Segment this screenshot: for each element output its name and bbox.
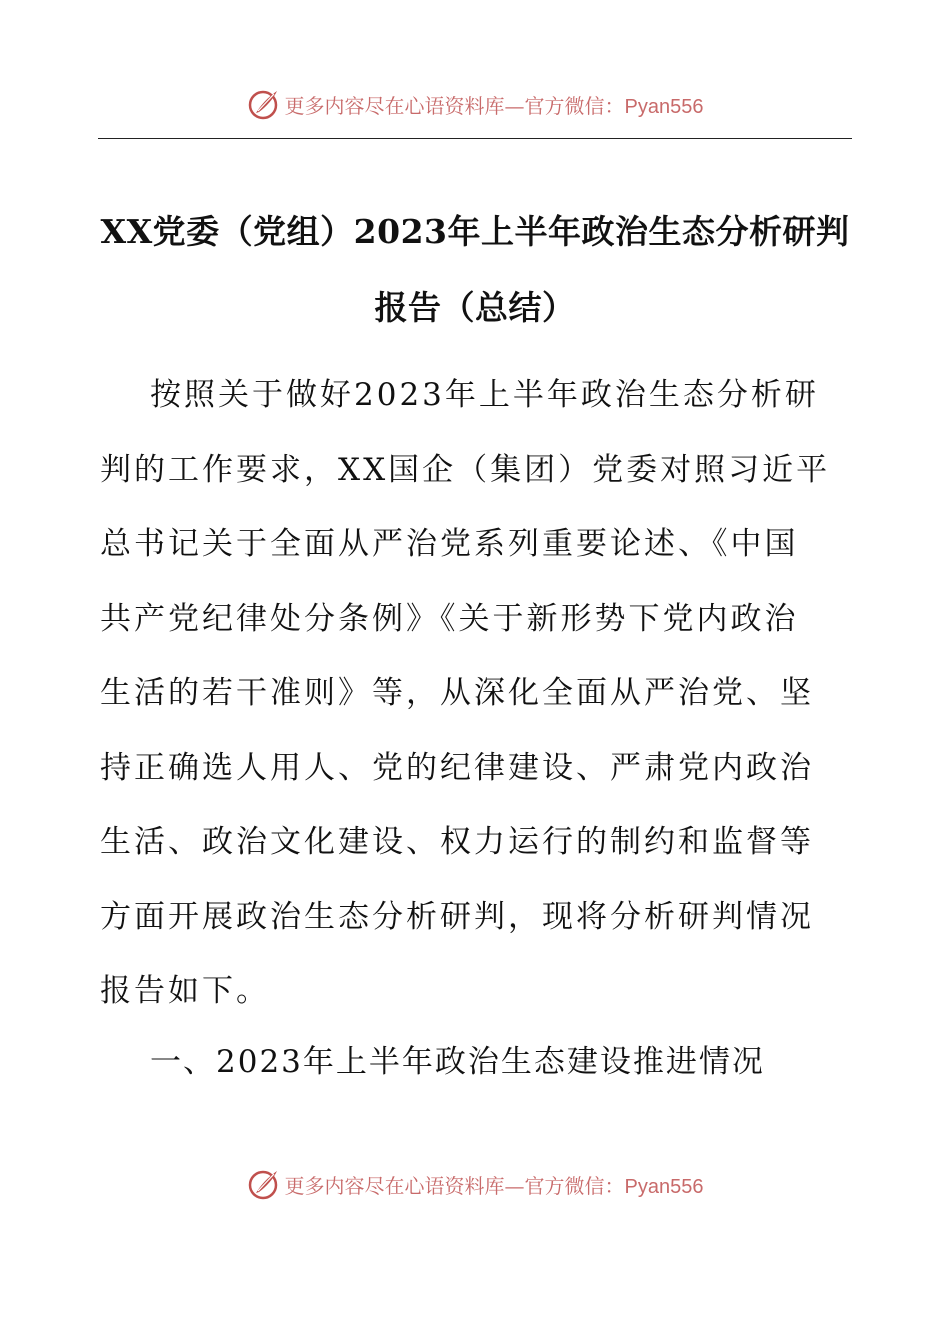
watermark-wechat-id: Pyan556 bbox=[624, 95, 704, 118]
watermark-wechat-id: Pyan556 bbox=[624, 1175, 704, 1198]
section-heading-1: 一、2023年上半年政治生态建设推进情况 bbox=[150, 1044, 765, 1080]
header-divider bbox=[98, 138, 852, 139]
paragraph-line: 生活的若干准则》等，从深化全面从严治党、坚 bbox=[100, 675, 814, 711]
document-title bbox=[98, 194, 852, 346]
quill-logo-icon bbox=[247, 1167, 281, 1201]
paragraph-line: 按照关于做好2023年上半年政治生态分析研 bbox=[150, 377, 819, 413]
watermark-text bbox=[285, 1170, 704, 1199]
paragraph-line: 总书记关于全面从严治党系列重要论述、《中国 bbox=[100, 526, 799, 562]
watermark-caption: 更多内容尽在心语资料库—官方微信： bbox=[284, 1173, 625, 1198]
watermark-text bbox=[285, 90, 704, 119]
paragraph-line: 方面开展政治生态分析研判，现将分析研判情况 bbox=[100, 898, 814, 935]
paragraph-line: 生活、政治文化建设、权力运行的制约和监督等 bbox=[100, 824, 814, 860]
quill-logo-icon bbox=[247, 87, 281, 121]
watermark-banner-bottom bbox=[0, 1164, 950, 1204]
intro-paragraph bbox=[100, 358, 852, 1029]
watermark-caption: 更多内容尽在心语资料库—官方微信： bbox=[284, 93, 625, 118]
paragraph-line: 持正确选人用人、党的纪律建设、严肃党内政治 bbox=[100, 749, 814, 786]
paragraph-line: 判的工作要求，XX国企（集团）党委对照习近平 bbox=[100, 451, 831, 488]
title-line-1: XX党委（党组）2023年上半年政治生态分析研判 bbox=[100, 212, 850, 251]
paragraph-line: 共产党纪律处分条例》《关于新形势下党内政治 bbox=[100, 600, 799, 637]
title-line-2: 报告（总结） bbox=[374, 288, 576, 327]
paragraph-line: 报告如下。 bbox=[100, 973, 270, 1009]
watermark-banner-top bbox=[0, 84, 950, 124]
